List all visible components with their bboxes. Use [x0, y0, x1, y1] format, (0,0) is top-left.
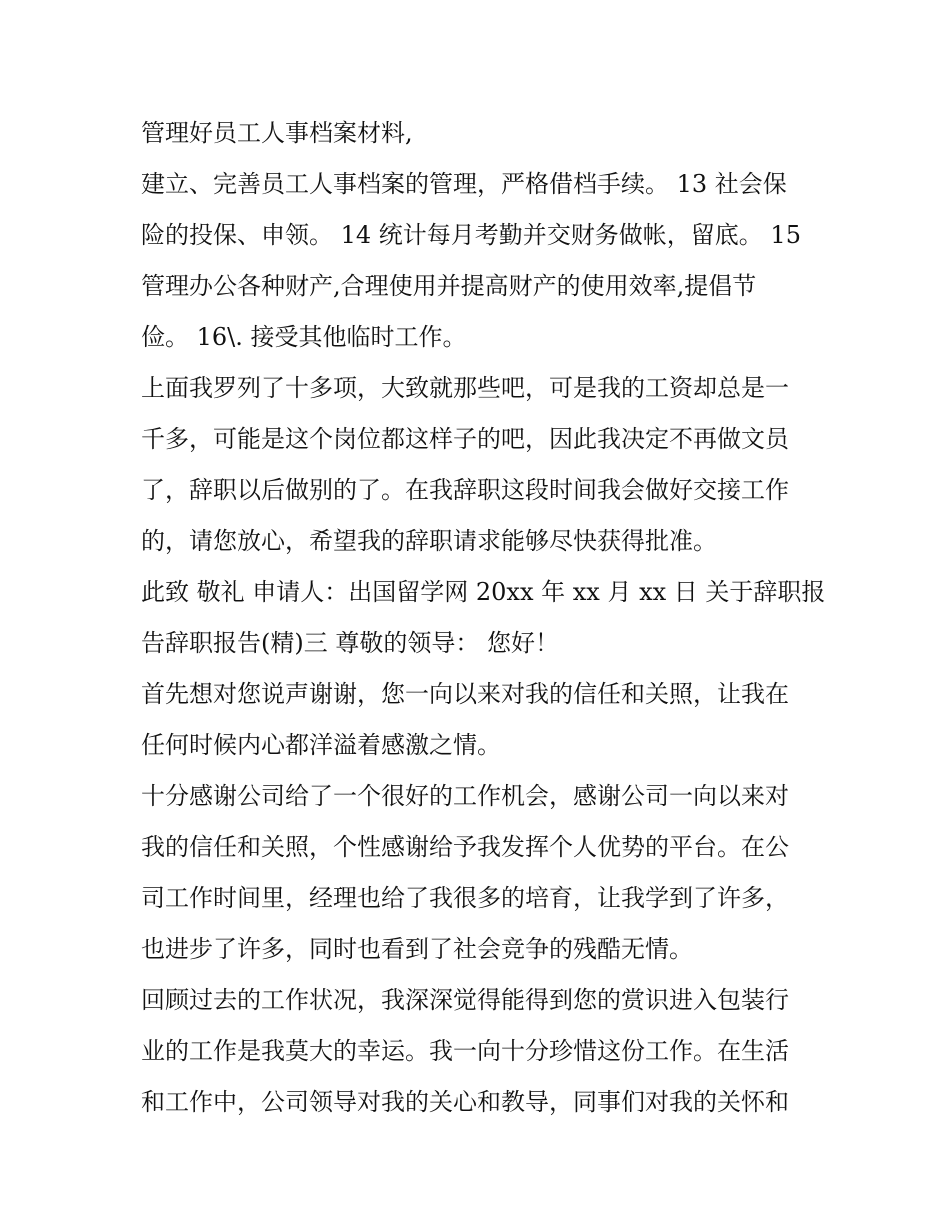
text-line: 和工作中，公司领导对我的关心和教导，同事们对我的关怀和 [141, 1088, 789, 1116]
text-line: 首先想对您说声谢谢，您一向以来对我的信任和关照，让我在 [141, 680, 789, 708]
text-line: 任何时候内心都洋溢着感激之情。 [141, 731, 501, 759]
text-line: 上面我罗列了十多项，大致就那些吧，可是我的工资却总是一 [141, 374, 789, 402]
text-line: 回顾过去的工作状况，我深深觉得能得到您的赏识进入包装行 [141, 986, 789, 1014]
text-line: 也进步了许多，同时也看到了社会竞争的残酷无情。 [141, 935, 693, 963]
text-line: 建立、完善员工人事档案的管理，严格借档手续。 13 社会保 [141, 170, 787, 198]
document-body [141, 108, 826, 1128]
text-line: 此致 敬礼 申请人：出国留学网 20xx 年 xx 月 xx 日 关于辞职报 [141, 578, 826, 606]
text-line: 司工作时间里，经理也给了我很多的培育，让我学到了许多， [141, 884, 789, 912]
text-line: 业的工作是我莫大的幸运。我一向十分珍惜这份工作。在生活 [141, 1037, 789, 1065]
text-line: 管理办公各种财产,合理使用并提高财产的使用效率,提倡节 [141, 272, 757, 300]
text-line: 了，辞职以后做别的了。在我辞职这段时间我会做好交接工作 [141, 476, 789, 504]
text-line: 告辞职报告(精)三 尊敬的领导： 您好！ [141, 629, 559, 657]
text-line: 千多，可能是这个岗位都这样子的吧，因此我决定不再做文员 [141, 425, 789, 453]
text-line: 管理好员工人事档案材料, [141, 119, 413, 147]
text-line: 十分感谢公司给了一个很好的工作机会，感谢公司一向以来对 [141, 782, 789, 810]
text-line: 的，请您放心，希望我的辞职请求能够尽快获得批准。 [141, 527, 717, 555]
text-line: 险的投保、申领。 14 统计每月考勤并交财务做帐，留底。 15 [141, 221, 801, 249]
text-line: 我的信任和关照，个性感谢给予我发挥个人优势的平台。在公 [141, 833, 789, 861]
text-line: 俭。 16\. 接受其他临时工作。 [141, 323, 467, 351]
